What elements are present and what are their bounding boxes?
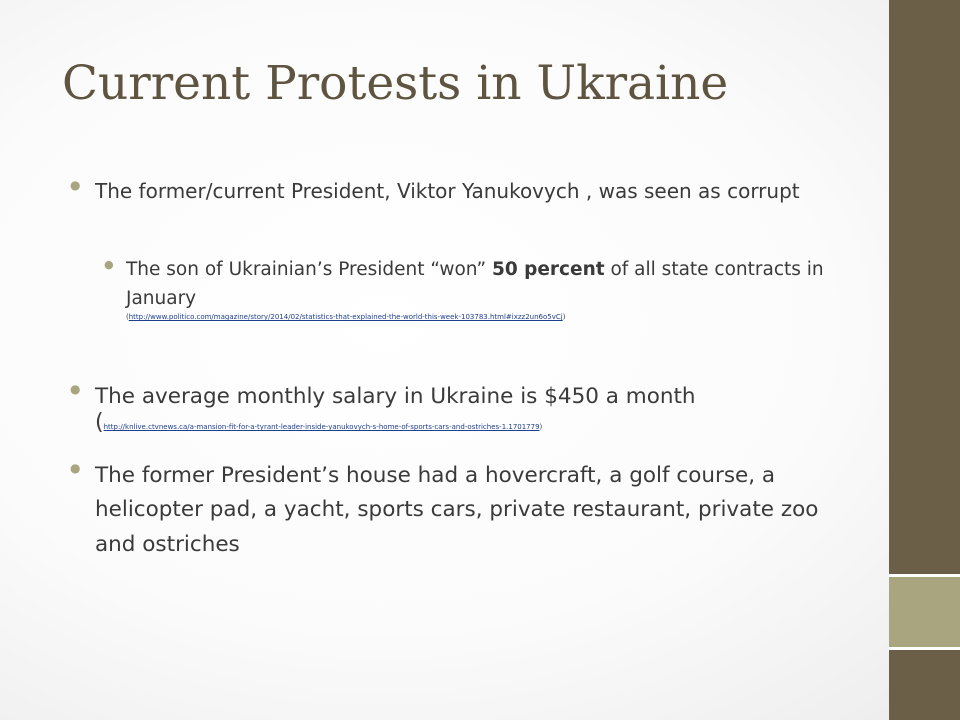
sidebar-accent-block xyxy=(889,577,960,647)
ctvnews-source-link[interactable]: http://knlive.ctvnews.ca/a-mansion-fit-for-a-tyrant-leader-inside-yanukovych-s-home-of-sports-cars-and-ostriches-1.1701779 xyxy=(103,423,540,432)
sidebar-divider-bottom xyxy=(889,647,960,650)
bullet-president xyxy=(70,176,855,207)
bullet-salary-text: The average monthly salary in Ukraine is $450 a month xyxy=(95,384,696,409)
politico-source-link[interactable]: http://www.politico.com/magazine/story/2014/02/statistics-that-explained-the-world-this-week-103783.html#ixzz2un6o5vCj xyxy=(128,313,563,322)
subbullet-dot-icon: ● xyxy=(104,258,114,271)
subbullet-son-contracts xyxy=(104,256,826,322)
subbullet-text-pre: The son of Ukrainian’s President “won” xyxy=(126,259,492,280)
subbullet-text-bold: 50 percent xyxy=(491,259,605,280)
salary-source: (http://knlive.ctvnews.ca/a-mansion-fit-for-a-tyrant-leader-inside-yanukovych-s-home-of-sports-cars-and-ostriches-1.1701779) xyxy=(95,410,543,436)
bullet-dot-icon: ● xyxy=(70,382,81,396)
bullet-dot-icon: ● xyxy=(70,178,81,192)
bullet-house-text: The former President’s house had a hovercraft, a golf course, a helicopter pad, a yacht, sports cars, private restaurant, private zoo and ostriches xyxy=(95,463,819,557)
subbullet-source: (http://www.politico.com/magazine/story/2014/02/statistics-that-explained-the-world-this-week-103783.html#ixzz2un6o5vCj) xyxy=(126,313,566,322)
bullet-salary xyxy=(70,380,865,437)
bullet-house xyxy=(70,459,865,562)
subbullet-text-post: of all state contracts in January xyxy=(126,259,824,309)
slide-title: Current Protests in Ukraine xyxy=(62,56,729,111)
bullet-president-text: The former/current President, Viktor Yanukovych , was seen as corrupt xyxy=(95,179,800,203)
bullet-dot-icon: ● xyxy=(70,461,81,475)
